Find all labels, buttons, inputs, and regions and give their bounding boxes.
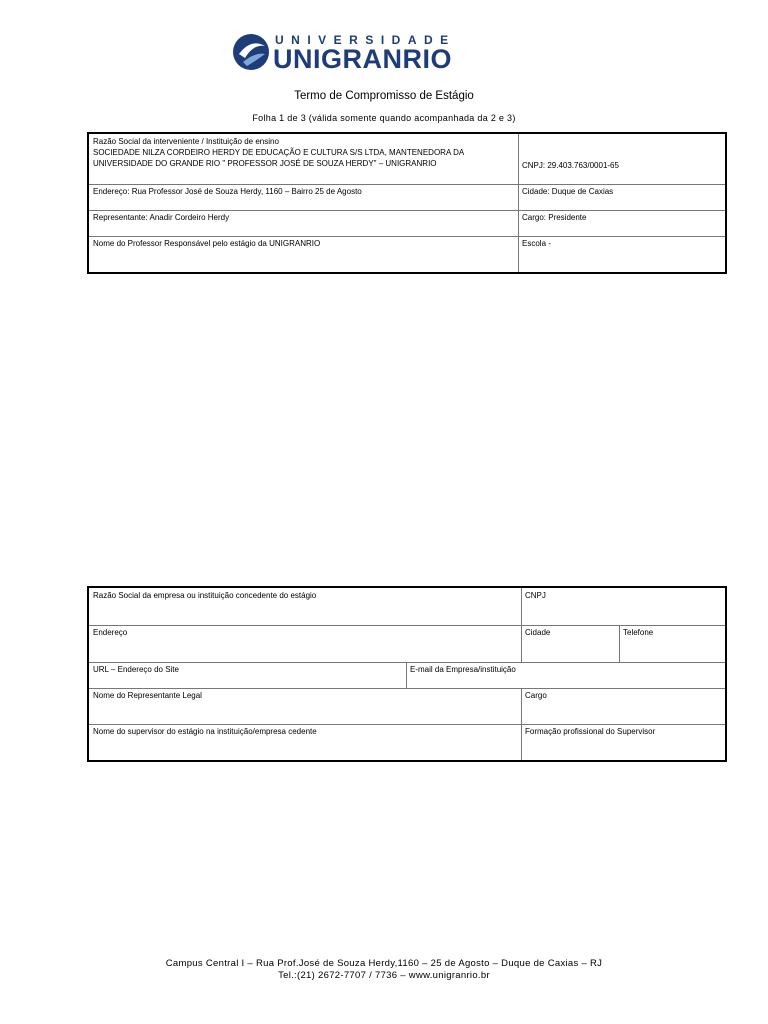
legal-representative-field: Nome do Representante Legal — [93, 691, 202, 700]
institution-name-line2: UNIVERSIDADE DO GRANDE RIO " PROFESSOR JOSÉ DE SOUZA HERDY" – UNIGRANRIO — [93, 159, 437, 168]
company-phone-field: Telefone — [623, 628, 654, 637]
institution-city: Cidade: Duque de Caxias — [522, 187, 614, 196]
company-url-field: URL – Endereço do Site — [93, 665, 179, 674]
logo-emblem-icon — [231, 32, 271, 72]
institution-name-line1: SOCIEDADE NILZA CORDEIRO HERDY DE EDUCAÇÃO E CULTURA S/S LTDA, MANTENEDORA DA — [93, 148, 465, 157]
school-field: Escola - — [522, 239, 551, 248]
company-name-field: Razão Social da empresa ou instituição concedente do estágio — [93, 591, 317, 600]
page-subtitle: Folha 1 de 3 (válida somente quando acompanhada da 2 e 3) — [252, 113, 516, 123]
company-address-field: Endereço — [93, 628, 128, 637]
institution-representative: Representante: Anadir Cordeiro Herdy — [93, 213, 230, 222]
institution-address: Endereço: Rua Professor José de Souza Herdy, 1160 – Bairro 25 de Agosto — [93, 187, 362, 196]
representative-role-field: Cargo — [525, 691, 547, 700]
company-cnpj-field: CNPJ — [525, 591, 546, 600]
company-email-field: E-mail da Empresa/instituição — [410, 665, 516, 674]
logo-brand-text: UNIGRANRIO — [273, 44, 452, 74]
footer-address: Campus Central I – Rua Prof.José de Souza Herdy,1160 – 25 de Agosto – Duque de Caxias – RJ — [165, 958, 603, 969]
company-city-field: Cidade — [525, 628, 551, 637]
supervisor-name-field: Nome do supervisor do estágio na instituição/empresa cedente — [93, 727, 317, 736]
responsible-professor-field: Nome do Professor Responsável pelo estágio da UNIGRANRIO — [93, 239, 321, 248]
institution-cnpj: CNPJ: 29.403.763/0001-65 — [522, 161, 619, 170]
unigranrio-logo — [231, 32, 481, 76]
page-title: Termo de Compromisso de Estágio — [294, 90, 474, 102]
logo-university-text: UNIVERSIDADE — [275, 33, 456, 47]
footer-contact: Tel.:(21) 2672-7707 / 7736 – www.unigranrio.br — [278, 970, 490, 981]
institution-name-label: Razão Social da interveniente / Instituição de ensino — [93, 137, 279, 146]
institution-table — [87, 132, 727, 274]
institution-name-cell — [89, 134, 518, 171]
institution-role: Cargo: Presidente — [522, 213, 587, 222]
company-table — [87, 586, 727, 762]
supervisor-training-field: Formação profissional do Supervisor — [525, 727, 656, 736]
